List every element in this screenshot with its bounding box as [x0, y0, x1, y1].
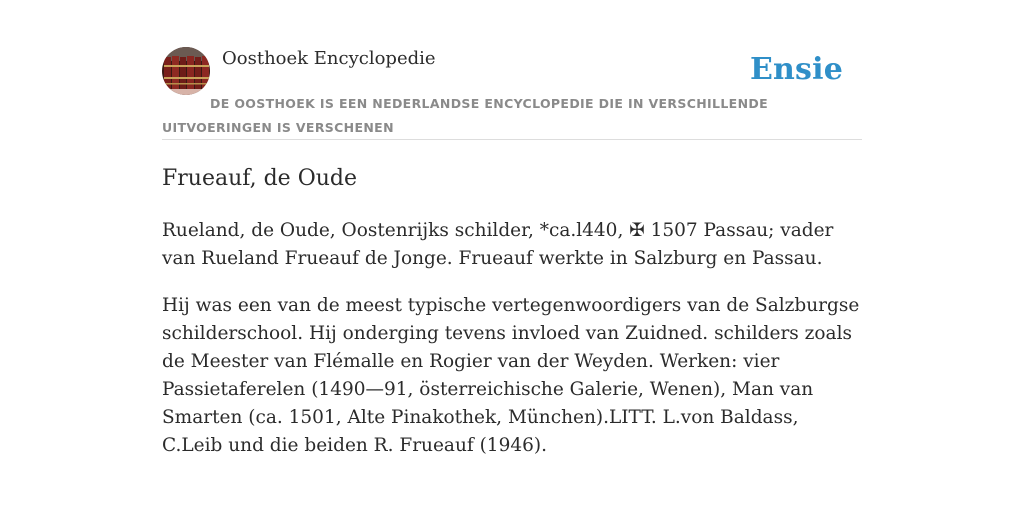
source-tagline: DE OOSTHOEK IS EEN NEDERLANDSE ENCYCLOPEDIE DIE IN VERSCHILLENDE UITVOERINGEN IS VERSCHENEN [162, 96, 768, 135]
article-title: Frueauf, de Oude [162, 166, 358, 191]
article-paragraph: Hij was een van de meest typische vertegenwoordigers van de Salzburgse schilderschool. Hij onderging tevens invloed van Zuidned. schilders zoals de Meester van Flémalle en Rogier van der Weyden. Werken: vier Passietaferelen (1490—91, österreichische Galerie, Wenen), Man van Smarten (ca. 1501, Alte Pinakothek, München).LITT. L.von Baldass, C.Leib und die beiden R. Frueauf (1946). [162, 295, 860, 456]
article-paragraph: Rueland, de Oude, Oostenrijks schilder, *ca.l440, ✠ 1507 Passau; vader van Rueland Frueauf de Jonge. Frueauf werkte in Salzburg en Passau. [162, 220, 834, 269]
source-header [162, 46, 862, 140]
encyclopedia-books-icon[interactable] [162, 47, 210, 95]
ensie-brand-link[interactable]: Ensie [749, 52, 843, 87]
source-title[interactable]: Oosthoek Encyclopedie [222, 48, 436, 69]
article-page [162, 46, 862, 460]
